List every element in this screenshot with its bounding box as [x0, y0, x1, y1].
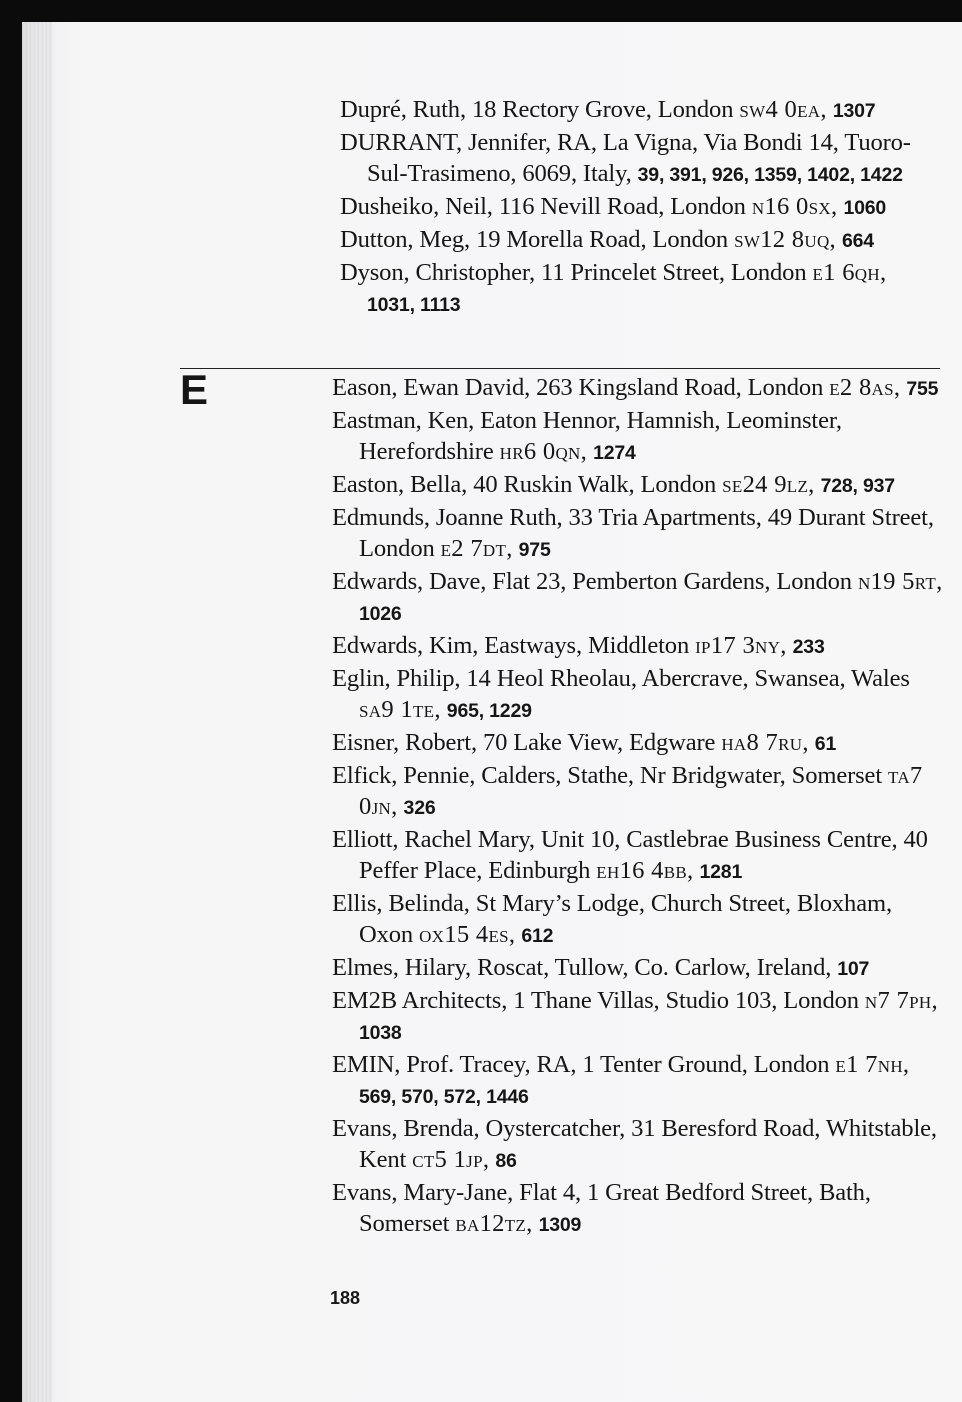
entry-address: Flat 4, 1 Great Bedford Street, Bath, Somerset: [359, 1179, 871, 1237]
entry-address: RA, 1 Tenter Ground, London: [536, 1051, 830, 1078]
entry-catalogue-numbers: 1274: [593, 442, 636, 464]
entry-address: 14 Heol Rheolau, Abercrave, Swansea, Wales: [466, 665, 910, 692]
entry-address: 11 Princelet Street, London: [540, 259, 807, 286]
entry-postcode: sa9 1te,: [359, 696, 441, 723]
entry-postcode: ox15 4es,: [419, 921, 516, 948]
entry-catalogue-numbers: 755: [906, 378, 939, 400]
entry-name: Elmes, Hilary,: [332, 954, 472, 981]
entry-postcode: ba12tz,: [455, 1210, 533, 1237]
index-entry: [332, 1049, 944, 1113]
entry-postcode: sw12 8uq,: [734, 226, 837, 253]
entry-catalogue-numbers: 664: [842, 230, 874, 252]
entry-postcode: se24 9lz,: [722, 471, 815, 498]
entry-postcode: e2 7dt,: [440, 535, 513, 562]
entry-catalogue-numbers: 1038: [359, 1022, 402, 1044]
index-entry: [332, 824, 944, 888]
index-entry: [332, 469, 944, 502]
entry-catalogue-numbers: 233: [792, 636, 825, 658]
entry-postcode: ta7 0jn,: [359, 762, 923, 820]
entry-postcode: eh16 4bb,: [596, 857, 694, 884]
entry-catalogue-numbers: 1031, 1113: [367, 294, 461, 316]
index-entry: [332, 1177, 944, 1241]
entry-address: 18 Rectory Grove, London: [471, 96, 734, 123]
entry-name: Dyson, Christopher,: [340, 259, 535, 286]
index-entry: [332, 663, 944, 727]
entry-catalogue-numbers: 326: [403, 797, 436, 819]
index-page: [22, 22, 962, 1402]
index-entry: [332, 952, 944, 985]
index-entry: [340, 191, 940, 224]
entry-name: Dusheiko, Neil,: [340, 193, 493, 220]
entry-name: DURRANT, Jennifer,: [340, 129, 552, 156]
entry-address: 1 Thane Villas, Studio 103, London: [513, 987, 859, 1014]
entry-name: Easton, Bella,: [332, 471, 468, 498]
entry-address: 40 Ruskin Walk, London: [473, 471, 717, 498]
entry-name: Eglin, Philip,: [332, 665, 461, 692]
entry-postcode: e2 8as,: [829, 374, 901, 401]
entry-catalogue-numbers: 39, 391, 926, 1359, 1402, 1422: [637, 164, 903, 186]
entry-name: EM2B Architects,: [332, 987, 508, 1014]
index-entry: [332, 1113, 944, 1177]
entry-address: Unit 10, Castlebrae Business Centre, 40 Peffer Place, Edinburgh: [359, 826, 928, 884]
entry-name: Elliott, Rachel Mary,: [332, 826, 535, 853]
entry-name: Edwards, Kim,: [332, 632, 479, 659]
index-entry: [332, 372, 944, 405]
entry-address: Eaton Hennor, Hamnish, Leominster, Herefordshire: [359, 407, 842, 465]
entry-name: Edmunds, Joanne Ruth,: [332, 504, 563, 531]
entry-postcode: ip17 3ny,: [695, 632, 787, 659]
entry-postcode: ha8 7ru,: [721, 729, 809, 756]
entry-catalogue-numbers: 612: [521, 925, 554, 947]
index-entry: [340, 94, 940, 127]
entry-catalogue-numbers: 1307: [832, 100, 876, 122]
index-entry: [332, 888, 944, 952]
entry-postcode: sw4 0ea,: [739, 96, 827, 123]
entry-address: Eastways, Middleton: [484, 632, 690, 659]
entry-name: Eisner, Robert,: [332, 729, 477, 756]
entry-catalogue-numbers: 1281: [699, 861, 743, 883]
entry-catalogue-numbers: 61: [814, 733, 837, 755]
entry-address: Flat 23, Pemberton Gardens, London: [492, 568, 852, 595]
index-entry: [340, 127, 940, 191]
entry-address: Oystercatcher, 31 Beresford Road, Whitstable, Kent: [359, 1115, 937, 1173]
index-entry: [332, 760, 944, 824]
entry-name: Eason, Ewan David,: [332, 374, 531, 401]
entry-address: 263 Kingsland Road, London: [536, 374, 824, 401]
entry-postcode: n16 0sx,: [751, 193, 838, 220]
index-entry: [340, 224, 940, 257]
index-entry: [332, 566, 944, 630]
entry-name: Evans, Mary-Jane,: [332, 1179, 514, 1206]
entry-postcode: e1 7nh,: [835, 1051, 910, 1078]
index-entry: [332, 727, 944, 760]
entry-postcode: n7 7ph,: [864, 987, 938, 1014]
entry-catalogue-numbers: 107: [837, 958, 870, 980]
entry-address: Roscat, Tullow, Co. Carlow, Ireland,: [477, 954, 832, 981]
d-entries-continued: [340, 94, 940, 321]
entry-name: Evans, Brenda,: [332, 1115, 480, 1142]
entry-address: RA, La Vigna, Via Bondi 14, Tuoro-Sul-Trasimeno, 6069, Italy,: [367, 129, 911, 187]
entry-catalogue-numbers: 1026: [359, 603, 402, 625]
entry-address: Calders, Stathe, Nr Bridgwater, Somerset: [481, 762, 883, 789]
index-entry: [332, 985, 944, 1049]
entry-address: 33 Tria Apartments, 49 Durant Street, London: [359, 504, 934, 562]
entry-catalogue-numbers: 728, 937: [820, 475, 895, 497]
entry-name: Elfick, Pennie,: [332, 762, 476, 789]
entry-name: Dutton, Meg,: [340, 226, 471, 253]
entry-address: 116 Nevill Road, London: [498, 193, 746, 220]
entry-address: 70 Lake View, Edgware: [482, 729, 716, 756]
entry-postcode: ct5 1jp,: [412, 1146, 490, 1173]
entry-name: Eastman, Ken,: [332, 407, 475, 434]
e-entries: [332, 372, 944, 1241]
entry-catalogue-numbers: 965, 1229: [446, 700, 532, 722]
entry-catalogue-numbers: 1309: [538, 1214, 582, 1236]
entry-postcode: e1 6qh,: [812, 259, 887, 286]
entry-name: Edwards, Dave,: [332, 568, 487, 595]
section-divider: [180, 368, 940, 369]
page-number: 188: [330, 1288, 361, 1308]
index-entry: [340, 257, 940, 321]
entry-name: EMIN, Prof. Tracey,: [332, 1051, 531, 1078]
entry-address: 19 Morella Road, London: [476, 226, 729, 253]
index-entry: [332, 502, 944, 566]
entry-postcode: hr6 0qn,: [499, 438, 588, 465]
entry-name: Dupré, Ruth,: [340, 96, 466, 123]
page-edge-shadow: [22, 22, 52, 1402]
section-letter-heading: E: [180, 366, 209, 413]
entry-name: Ellis, Belinda,: [332, 890, 470, 917]
entry-catalogue-numbers: 1060: [843, 197, 887, 219]
entry-catalogue-numbers: 975: [518, 539, 551, 561]
entry-address: St Mary’s Lodge, Church Street, Bloxham, Oxon: [359, 890, 892, 948]
entry-catalogue-numbers: 86: [495, 1150, 517, 1172]
entry-catalogue-numbers: 569, 570, 572, 1446: [359, 1086, 529, 1108]
entry-postcode: n19 5rt,: [857, 568, 943, 595]
index-entry: [332, 630, 944, 663]
index-entry: [332, 405, 944, 469]
